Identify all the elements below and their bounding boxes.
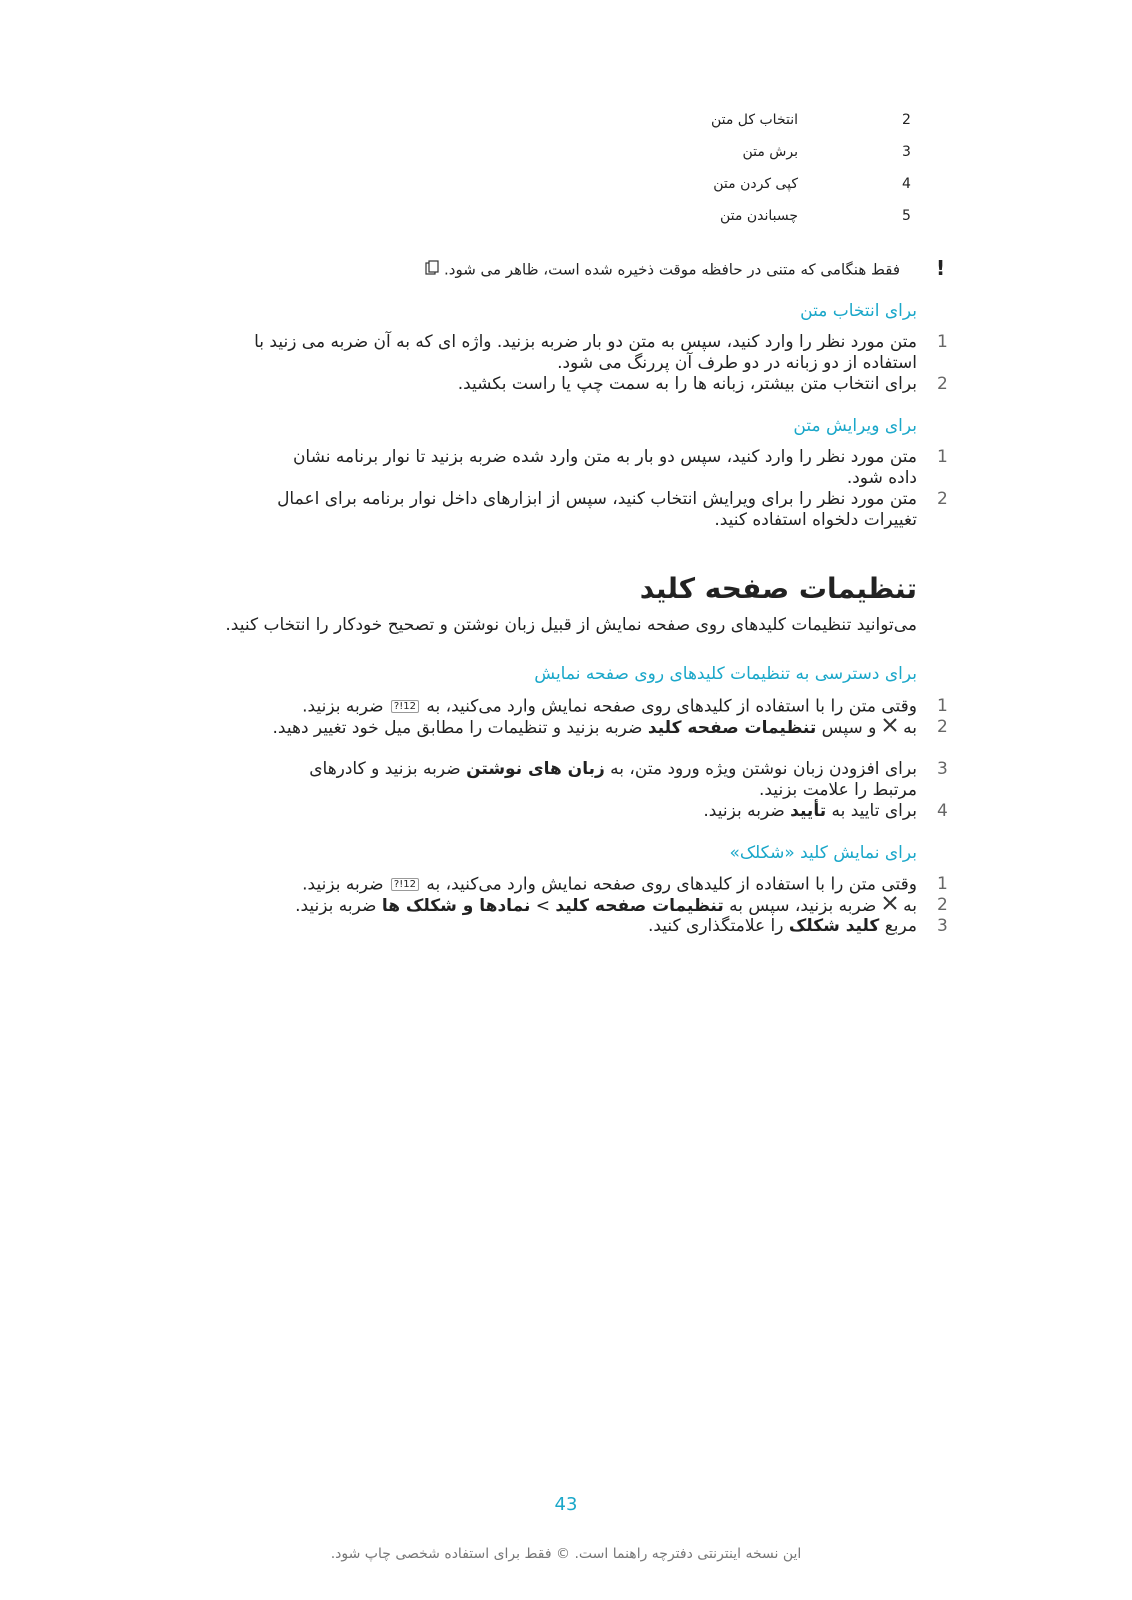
legend-label: چسباندن متن — [720, 208, 798, 224]
step-text: به — [903, 896, 917, 916]
keyboard-settings-label: تنظیمات صفحه کلید — [647, 718, 817, 738]
page-number: 43 — [554, 1494, 578, 1515]
step-number: 1 — [937, 696, 948, 716]
step-text: مربع — [884, 916, 917, 936]
intro-paragraph: می‌توانید تنظیمات کلیدهای روی صفحه نمایش از قبیل زبان نوشتن و تصحیح خودکار را انتخاب کنید. — [225, 615, 917, 635]
keyboard-settings-label: تنظیمات صفحه کلید — [555, 896, 724, 916]
confirm-label: تأیید — [790, 801, 827, 821]
step-number: 1 — [937, 332, 948, 352]
step-text: و سپس — [821, 718, 877, 738]
step-number: 1 — [937, 874, 948, 894]
access-section-title: برای دسترسی به تنظیمات کلیدهای روی صفحه نمایش — [534, 664, 917, 684]
smiley-step-2 — [217, 895, 917, 917]
step-number: 2 — [937, 717, 948, 737]
legend-label: برش متن — [742, 144, 798, 160]
select-step-2: برای انتخاب متن بیشتر، زبانه ها را به سمت چپ یا راست بکشید. — [457, 374, 917, 394]
step-text: ضربه بزنید، سپس به — [729, 896, 877, 916]
step-number: 4 — [937, 801, 948, 821]
edit-step-2: متن مورد نظر را برای ویرایش انتخاب کنید، سپس از ابزارهای داخل نوار برنامه برای اعمال تغییرات دلخواه استفاده کنید. — [277, 489, 917, 530]
note — [425, 260, 900, 280]
step-number: 2 — [937, 374, 948, 394]
step-number: 3 — [937, 916, 948, 936]
step-text: ضربه بزنید. — [703, 801, 785, 821]
access-step-3 — [267, 759, 917, 801]
symbols-key-icon: 12!? — [391, 878, 419, 891]
separator: > — [535, 896, 551, 916]
step-text: ضربه بزنید و کادرهای مرتبط را علامت بزنید. — [309, 759, 917, 800]
step-text: ضربه بزنید. — [302, 696, 384, 717]
symbols-key-icon: 12!? — [391, 700, 419, 713]
legend-number: 3 — [902, 144, 911, 160]
access-step-4 — [267, 801, 917, 822]
select-step-1: متن مورد نظر را وارد کنید، سپس به متن دو بار ضربه بزنید. واژه ای که به آن ضربه می زنید با استفاده از دو زبانه در دو طرف آن پررنگ می شود. — [254, 332, 917, 373]
legend-number: 4 — [902, 176, 911, 192]
settings-tools-icon — [882, 717, 898, 739]
warning-icon: ! — [936, 256, 946, 280]
smiley-key-label: کلید شکلک — [788, 916, 880, 936]
legend-label: انتخاب کل متن — [710, 112, 798, 128]
step-number: 3 — [937, 759, 948, 779]
clipboard-icon — [425, 260, 439, 280]
step-number: 1 — [937, 447, 948, 467]
section-heading: تنظیمات صفحه کلید — [639, 572, 917, 605]
footer-note: این نسخه اینترنتی دفترچه راهنما است. © فقط برای استفاده شخصی چاپ شود. — [330, 1546, 802, 1562]
smiley-step-3 — [217, 916, 917, 937]
access-step-1 — [217, 696, 917, 718]
symbols-smileys-label: نمادها و شکلک ها — [381, 896, 531, 916]
smiley-step-1 — [217, 874, 917, 896]
settings-tools-icon — [882, 895, 898, 917]
legend-label: کپی کردن متن — [713, 176, 798, 192]
step-number: 2 — [937, 895, 948, 915]
edit-step-1: متن مورد نظر را وارد کنید، سپس دو بار به متن وارد شده ضربه بزنید تا نوار برنامه نشان داده شود. — [292, 447, 917, 488]
step-number: 2 — [937, 489, 948, 509]
step-text: ضربه بزنید. — [302, 874, 384, 895]
step-text: برای افزودن زبان نوشتن ویژه ورود متن، به — [610, 759, 917, 779]
step-text: برای تایید به — [831, 801, 917, 821]
step-text: ضربه بزنید. — [295, 896, 377, 916]
step-text: ضربه بزنید و تنظیمات را مطابق میل خود تغییر دهید. — [272, 718, 643, 738]
note-text: فقط هنگامی که متنی در حافظه موقت ذخیره شده است، ظاهر می شود. — [444, 260, 900, 279]
legend-number: 5 — [902, 208, 911, 224]
access-step-2 — [267, 717, 917, 739]
select-section-title: برای انتخاب متن — [800, 301, 917, 321]
writing-languages-label: زبان های نوشتن — [466, 759, 605, 779]
legend-number: 2 — [902, 112, 911, 128]
smiley-section-title: برای نمایش کلید «شکلک» — [729, 843, 917, 863]
step-text: وقتی متن را با استفاده از کلیدهای روی صفحه نمایش وارد می‌کنید، به — [426, 874, 917, 895]
edit-section-title: برای ویرایش متن — [793, 416, 917, 436]
step-text: را علامتگذاری کنید. — [647, 916, 784, 936]
step-text: به — [903, 718, 917, 738]
step-text: وقتی متن را با استفاده از کلیدهای روی صفحه نمایش وارد می‌کنید، به — [426, 696, 917, 717]
